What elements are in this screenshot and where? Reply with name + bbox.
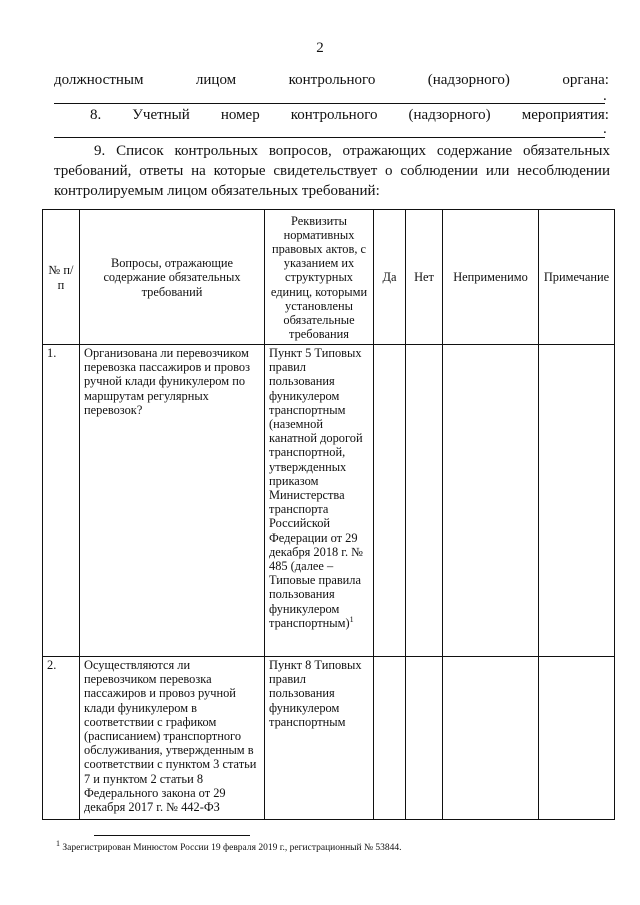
row-number: 1.: [43, 345, 80, 657]
table-row: [43, 657, 615, 820]
word: должностным: [54, 72, 144, 88]
cell-yes: [374, 345, 406, 657]
cell-note: [539, 657, 615, 820]
page-number: 2: [316, 40, 324, 56]
fill-in-line: [54, 137, 605, 138]
header-num: № п/п: [43, 210, 80, 345]
word: контрольного: [288, 72, 376, 88]
word: органа:: [562, 72, 609, 88]
header-no: Нет: [406, 210, 443, 345]
header-not-applicable: Неприменимо: [443, 210, 539, 345]
footnote-mark: 1: [349, 614, 354, 624]
cell-not-applicable: [443, 345, 539, 657]
row-requisites: [265, 345, 374, 657]
row-question: Организована ли перевозчиком перевозка пассажиров и провоз ручной клади фуникулером по маршрутам регулярных перевозок?: [80, 345, 265, 657]
line-end-period: .: [603, 121, 607, 137]
footnote: [56, 838, 402, 853]
header-requisites: Реквизиты нормативных правовых актов, с указанием их структурных единиц, которыми установлены обязательные требования: [265, 210, 374, 345]
inspector-line: [54, 72, 609, 89]
header-note: Примечание: [539, 210, 615, 345]
footnote-text: Зарегистрирован Минюстом России 19 февраля 2019 г., регистрационный № 53844.: [62, 843, 402, 853]
cell-note: [539, 345, 615, 657]
word: (надзорного): [427, 72, 510, 88]
footnote-number: 1: [56, 838, 60, 848]
cell-not-applicable: [443, 657, 539, 820]
word: Учетный: [132, 107, 190, 123]
row-requisites: Пункт 8 Типовых правил пользования фуникулером транспортным: [265, 657, 374, 820]
row-number: 2.: [43, 657, 80, 820]
word: номер: [220, 107, 260, 123]
word: контрольного: [290, 107, 378, 123]
requisites-text: Пункт 5 Типовых правил пользования фуникулером транспортным (наземной канатной дорогой транспортной, утвержденных приказом Министерства транспорта Российской Федерации от 29 декабря 2018 г. № 485 (далее – Типовые правила пользования фуникулером транспортным): [269, 346, 364, 630]
word: лицом: [195, 72, 237, 88]
item-number: 8.: [90, 107, 102, 123]
word: мероприятия:: [521, 107, 609, 123]
footnote-separator: [94, 835, 250, 836]
fill-in-line: [54, 103, 605, 104]
header-question: Вопросы, отражающие содержание обязательных требований: [80, 210, 265, 345]
cell-yes: [374, 657, 406, 820]
checklist-table: [42, 209, 615, 820]
cell-no: [406, 657, 443, 820]
line-end-period: .: [603, 88, 607, 104]
item-8-line: [90, 107, 609, 124]
word: (надзорного): [408, 107, 491, 123]
cell-no: [406, 345, 443, 657]
table-header-row: [43, 210, 615, 345]
table-row: [43, 345, 615, 657]
header-yes: Да: [374, 210, 406, 345]
row-question: Осуществляются ли перевозчиком перевозка пассажиров и провоз ручной клади фуникулером в соответствии с графиком (расписанием) транспортного обслуживания, утвержденным в соответствии с пунктом 3 статьи 7 и пунктом 2 статьи 8 Федерального закона от 29 декабря 2017 г. № 442-ФЗ: [80, 657, 265, 820]
item-9-paragraph: 9. Список контрольных вопросов, отражающих содержание обязательных требований, ответы на которые свидетельствует о соблюдении или несоблюдении контролируемым лицом обязательных требований:: [54, 143, 610, 199]
